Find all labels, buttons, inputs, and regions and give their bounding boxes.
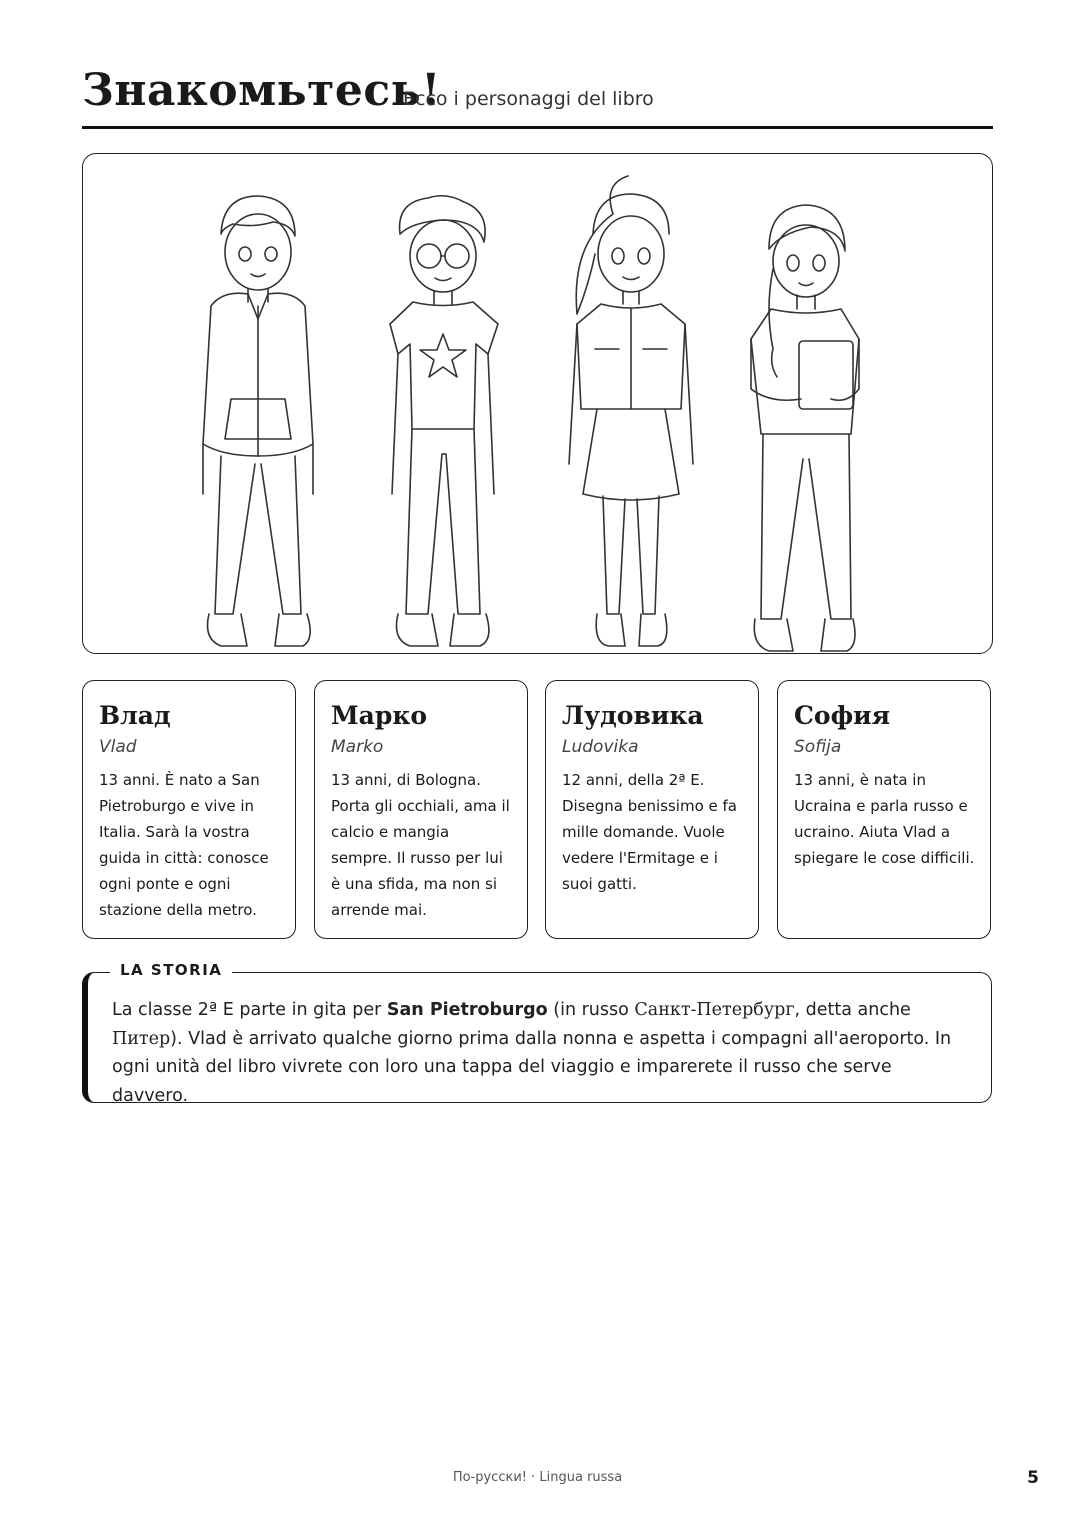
character-name-ru: Влад [99,701,171,730]
character-card-ludovika [545,680,759,939]
character-card-marko [314,680,528,939]
marko-figure [390,196,498,646]
page-number: 5 [1027,1468,1039,1488]
story-text: La classe 2ª E parte in gita per San Pietroburgo (in russo Санкт-Петербург, detta anche Питер). Vlad è arrivato qualche giorno prima dalla nonna e aspetta i compagni all'aeroporto. In ogni unità del libro vivrete con loro una tappa del viaggio e imparerete il russo che serve davvero. [112,1000,952,1106]
character-description: 13 anni, di Bologna. Porta gli occhiali, ama il calcio e mangia sempre. Il russo per lui è una sfida, ma non si arrende mai. [331,771,510,919]
ludovika-figure [569,176,693,646]
character-name-it: Ludovika [562,737,639,757]
page-header [82,62,993,129]
character-name-it: Vlad [99,737,137,757]
character-card-vlad [82,680,296,939]
story-label: LA STORIA [110,961,232,979]
story-highlight: San Pietroburgo [386,1000,548,1020]
vlad-figure [203,196,313,646]
character-name-ru: Лудовика [562,701,704,730]
page-title: Знакомьтесь! [82,65,441,116]
characters-illustration [82,153,993,654]
character-card-sofija [777,680,991,939]
character-description: 13 anni. È nato a San Pietroburgo e vive in Italia. Sarà la vostra guida in città: conosce ogni ponte e ogni stazione della metro. [99,771,269,919]
story-box [82,961,992,1106]
character-description: 13 anni, è nata in Ucraina e parla russo e ucraino. Aiuta Vlad a spiegare le cose difficili. [794,771,975,867]
character-name-it: Marko [331,737,384,757]
character-description: 12 anni, della 2ª E. Disegna benissimo e fa mille domande. Vuole vedere l'Ermitage e i suoi gatti. [562,771,737,893]
character-name-ru: София [794,701,891,730]
sofija-figure [751,205,859,651]
character-name-it: Sofija [794,737,842,757]
character-name-ru: Марко [331,701,428,730]
page-subtitle: Ecco i personaggi del libro [403,88,654,110]
page-footer: По-русски! · Lingua russa [452,1470,623,1485]
